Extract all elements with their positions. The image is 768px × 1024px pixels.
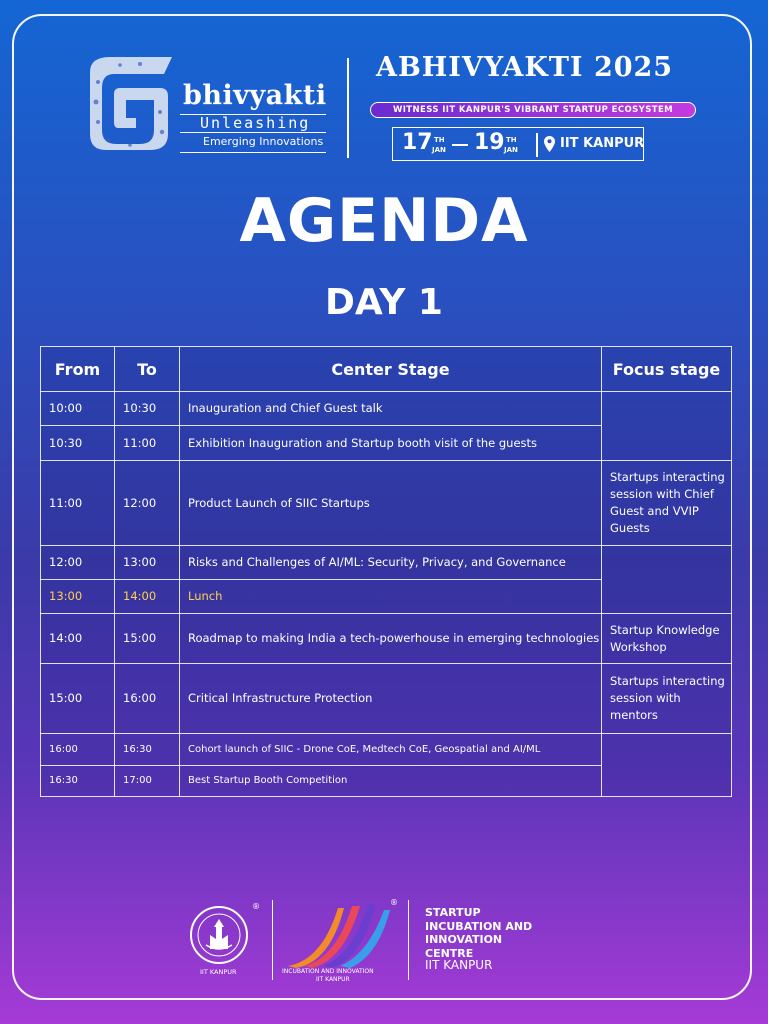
cell-to: 11:00 bbox=[115, 426, 180, 461]
cell-focus: Startup Knowledge Workshop bbox=[602, 614, 732, 664]
agenda-table bbox=[40, 346, 732, 797]
siic-caption: IIT KANPUR bbox=[316, 976, 350, 983]
table-row bbox=[41, 392, 732, 426]
table-row bbox=[41, 664, 732, 733]
abhivyakti-logo-icon bbox=[80, 52, 176, 152]
date-suffix: TH bbox=[434, 136, 445, 144]
footer-org-line: INNOVATION bbox=[425, 933, 503, 946]
date-suffix: TH bbox=[506, 136, 517, 144]
brand-unleashing: Unleashing bbox=[200, 114, 311, 132]
iit-kanpur-emblem-icon bbox=[188, 905, 250, 965]
cell-from: 10:30 bbox=[41, 426, 115, 461]
registered-mark: ® bbox=[390, 898, 398, 907]
date-month: JAN bbox=[432, 146, 446, 154]
iitk-caption: IIT KANPUR bbox=[200, 968, 237, 976]
brand-divider bbox=[180, 152, 326, 153]
cell-focus: Startups interacting session with Chief Guest and VVIP Guests bbox=[602, 461, 732, 545]
table-row bbox=[41, 545, 732, 579]
cell-focus: Startups interacting session with mentors bbox=[602, 664, 732, 733]
table-row bbox=[41, 614, 732, 664]
header-center-stage: Center Stage bbox=[180, 347, 602, 392]
date-dash bbox=[452, 144, 468, 146]
cell-focus bbox=[602, 545, 732, 613]
header-divider bbox=[347, 58, 349, 158]
cell-center: Best Startup Booth Competition bbox=[180, 765, 602, 796]
siic-logo-icon bbox=[282, 900, 392, 970]
cell-to: 15:00 bbox=[115, 614, 180, 664]
cell-to: 14:00 bbox=[115, 579, 180, 613]
tagline: WITNESS IIT KANPUR'S VIBRANT STARTUP ECOSYSTEM bbox=[370, 102, 696, 118]
cell-from: 11:00 bbox=[41, 461, 115, 545]
day-label: DAY 1 bbox=[325, 282, 443, 323]
table-header-row bbox=[41, 347, 732, 392]
event-title: ABHIVYAKTI 2025 bbox=[376, 52, 674, 83]
cell-center: Roadmap to making India a tech-powerhouse in emerging technologies bbox=[180, 614, 602, 664]
footer-divider bbox=[408, 900, 409, 980]
date-end: 19 bbox=[474, 130, 505, 155]
cell-to: 12:00 bbox=[115, 461, 180, 545]
brand-word: bhivyakti bbox=[183, 80, 327, 111]
date-start: 17 bbox=[402, 130, 433, 155]
footer-org-name bbox=[425, 906, 532, 960]
siic-caption: INCUBATION AND INNOVATION bbox=[282, 968, 374, 975]
footer-org-line: CENTRE bbox=[425, 946, 474, 960]
cell-center: Cohort launch of SIIC - Drone CoE, Medtech CoE, Geospatial and AI/ML bbox=[180, 733, 602, 765]
page-title: AGENDA bbox=[239, 186, 529, 256]
cell-from: 16:00 bbox=[41, 733, 115, 765]
cell-center: Risks and Challenges of AI/ML: Security, Privacy, and Governance bbox=[180, 545, 602, 579]
table-row bbox=[41, 733, 732, 765]
footer-org-location: IIT KANPUR bbox=[425, 958, 493, 972]
cell-focus bbox=[602, 392, 732, 461]
cell-center: Lunch bbox=[180, 579, 602, 613]
venue: IIT KANPUR bbox=[560, 136, 645, 151]
brand-divider bbox=[180, 132, 326, 133]
cell-center: Product Launch of SIIC Startups bbox=[180, 461, 602, 545]
cell-focus bbox=[602, 733, 732, 796]
date-month: JAN bbox=[504, 146, 518, 154]
brand-emerging: Emerging Innovations bbox=[203, 135, 324, 148]
cell-to: 13:00 bbox=[115, 545, 180, 579]
location-pin-icon bbox=[544, 136, 555, 152]
cell-center: Critical Infrastructure Protection bbox=[180, 664, 602, 733]
cell-from: 13:00 bbox=[41, 579, 115, 613]
cell-to: 16:00 bbox=[115, 664, 180, 733]
footer-org-line: STARTUP bbox=[425, 906, 481, 919]
cell-center: Exhibition Inauguration and Startup booth visit of the guests bbox=[180, 426, 602, 461]
date-separator bbox=[536, 133, 538, 157]
cell-to: 17:00 bbox=[115, 765, 180, 796]
cell-from: 12:00 bbox=[41, 545, 115, 579]
cell-to: 10:30 bbox=[115, 392, 180, 426]
cell-from: 10:00 bbox=[41, 392, 115, 426]
table-row bbox=[41, 461, 732, 545]
cell-from: 16:30 bbox=[41, 765, 115, 796]
cell-to: 16:30 bbox=[115, 733, 180, 765]
header-from: From bbox=[41, 347, 115, 392]
cell-from: 14:00 bbox=[41, 614, 115, 664]
footer-org-line: INCUBATION AND bbox=[425, 919, 533, 933]
cell-from: 15:00 bbox=[41, 664, 115, 733]
registered-mark: ® bbox=[252, 902, 260, 911]
header-focus-stage: Focus stage bbox=[602, 347, 732, 392]
cell-center: Inauguration and Chief Guest talk bbox=[180, 392, 602, 426]
header-to: To bbox=[115, 347, 180, 392]
footer-divider bbox=[272, 900, 273, 980]
